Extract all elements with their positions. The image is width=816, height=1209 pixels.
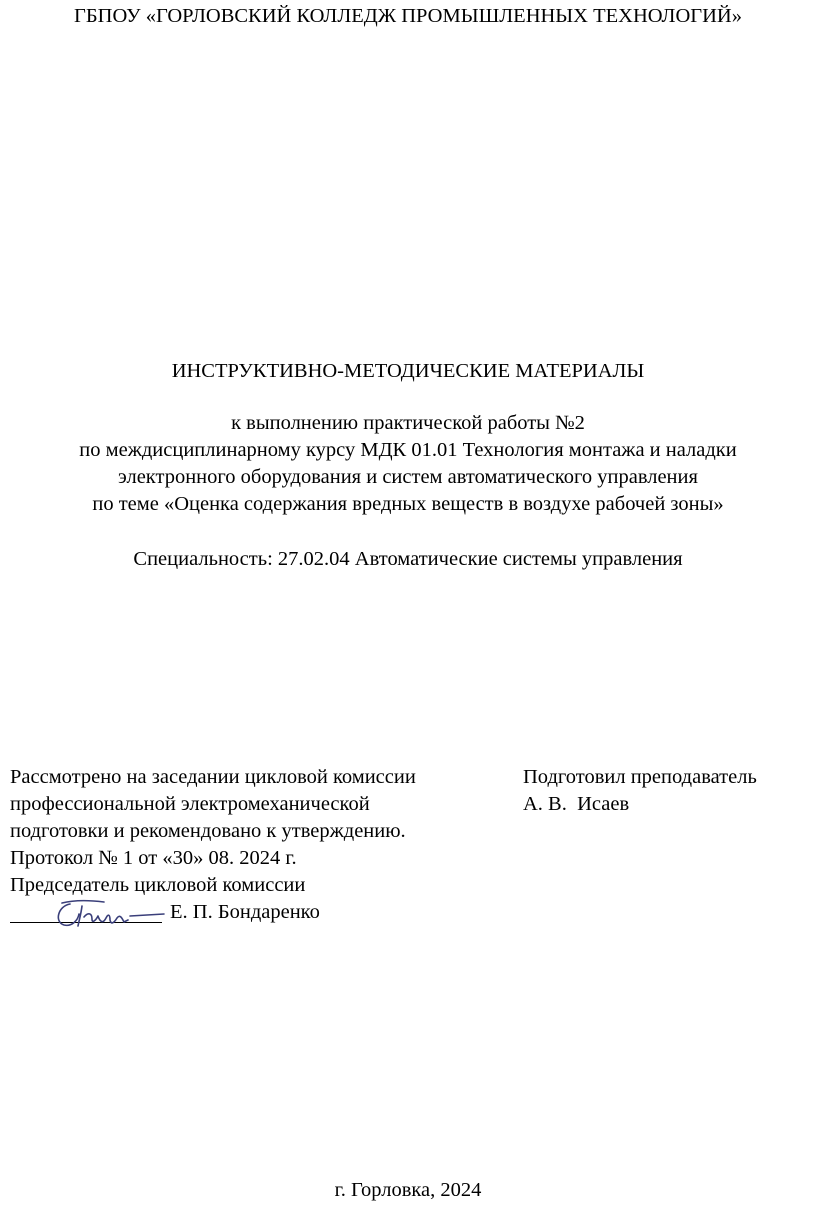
title-line-4: по теме «Оценка содержания вредных веществ в воздухе рабочей зоны» (92, 493, 724, 515)
title-line-1: к выполнению практической работы №2 (231, 412, 585, 434)
approval-line-1: Рассмотрено на заседании цикловой комиссии (10, 766, 416, 788)
title-line-3: электронного оборудования и систем автоматического управления (118, 466, 698, 488)
chairman-name: Е. П. Бондаренко (170, 901, 320, 923)
approval-line-2: профессиональной электромеханической (10, 793, 370, 815)
title-line-2: по междисциплинарному курсу МДК 01.01 Технология монтажа и наладки (79, 439, 737, 461)
protocol-line: Протокол № 1 от «30» 08. 2024 г. (10, 847, 297, 869)
institution-header: ГБПОУ «ГОРЛОВСКИЙ КОЛЛЕДЖ ПРОМЫШЛЕННЫХ ТЕХНОЛОГИЙ» (74, 5, 742, 27)
author-name: А. В. Исаев (523, 793, 630, 815)
place-year: г. Горловка, 2024 (334, 1179, 482, 1201)
author-role: Подготовил преподаватель (523, 766, 757, 788)
document-title: ИНСТРУКТИВНО-МЕТОДИЧЕСКИЕ МАТЕРИАЛЫ (171, 360, 645, 382)
specialty: Специальность: 27.02.04 Автоматические системы управления (133, 548, 683, 570)
chairman-label: Председатель цикловой комиссии (10, 874, 306, 896)
handwritten-signature (48, 896, 166, 930)
approval-line-3: подготовки и рекомендовано к утверждению. (10, 820, 406, 842)
